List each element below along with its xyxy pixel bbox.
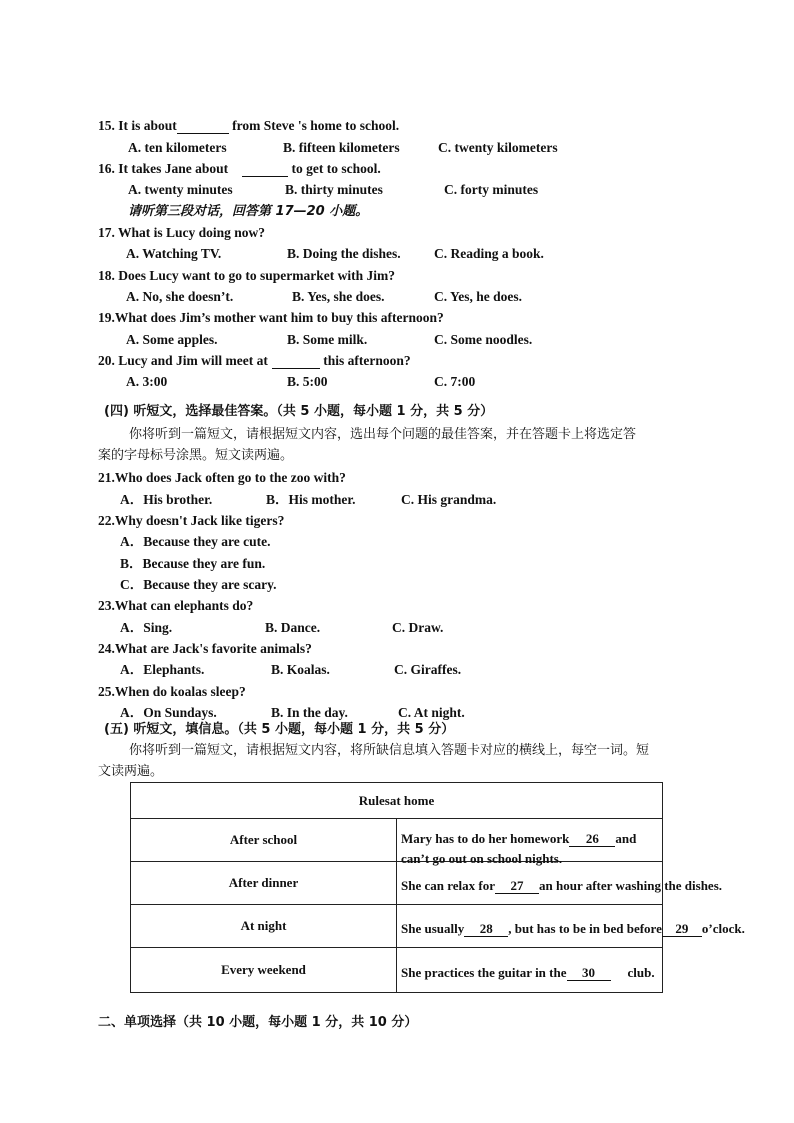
q24-option-a: A．Elephants. — [120, 662, 205, 677]
q20-option-a: A. 3:00 — [126, 374, 168, 389]
question-16-tail: to get to school. — [288, 161, 381, 176]
row-text: She usually — [401, 921, 465, 936]
q19-option-c: C. Some noodles. — [434, 332, 533, 347]
q21-option-a: A．His brother. — [120, 492, 213, 507]
row-label: After dinner — [131, 862, 397, 905]
q25-option-b: B. In the day. — [271, 705, 348, 720]
row-text: Mary has to do her homework — [401, 831, 570, 846]
blank-27: 27 — [495, 879, 539, 894]
q24-option-b: B. Koalas. — [271, 662, 330, 677]
q16-option-c: C. forty minutes — [444, 182, 539, 197]
question-16-text: 16. It takes Jane about — [98, 161, 229, 176]
question-20 — [98, 352, 411, 370]
row-text: club. — [627, 965, 655, 980]
question-20-text: 20. Lucy and Jim will meet at — [98, 353, 268, 368]
q19-option-b: B. Some milk. — [287, 332, 368, 347]
dialogue3-instruction: 请听第三段对话，回答第 17—20 小题。 — [128, 204, 369, 219]
question-18: 18. Does Lucy want to go to supermarket with Jim? — [98, 268, 395, 283]
answer-blank — [242, 162, 288, 177]
q24-option-c: C. Giraffes. — [394, 662, 462, 677]
q22-option-a: A．Because they are cute. — [120, 534, 271, 549]
q23-option-a: A．Sing. — [120, 620, 173, 635]
row-text: , but has to be in bed before — [508, 921, 662, 936]
row-text: She practices the guitar in the — [401, 965, 567, 980]
section4-instruction-1: 你将听到一篇短文，请根据短文内容，选出每个问题的最佳答案，并在答题卡上将选定答 — [129, 427, 637, 442]
part2-heading: 二、单项选择（共 10 小题，每小题 1 分，共 10 分） — [98, 1015, 418, 1030]
row-text: She can relax for — [401, 878, 495, 893]
q15-option-a: A. ten kilometers — [128, 140, 227, 155]
question-17: 17. What is Lucy doing now? — [98, 225, 266, 240]
question-23: 23.What can elephants do? — [98, 598, 254, 613]
row-label: After school — [131, 819, 397, 862]
q20-option-b: B. 5:00 — [287, 374, 328, 389]
question-24: 24.What are Jack's favorite animals? — [98, 641, 312, 656]
blank-26: 26 — [569, 832, 615, 847]
table-title: Rulesat home — [131, 783, 663, 819]
section4-instruction-2: 案的字母标号涂黑。短文读两遍。 — [98, 448, 294, 463]
row-content — [397, 905, 745, 948]
section5-heading: (五) 听短文，填信息。（共 5 小题，每小题 1 分，共 5 分） — [104, 722, 455, 737]
q18-option-b: B. Yes, she does. — [292, 289, 385, 304]
q19-option-a: A. Some apples. — [126, 332, 218, 347]
q21-option-b: B．His mother. — [266, 492, 356, 507]
q23-option-b: B. Dance. — [265, 620, 321, 635]
q22-option-b: B．Because they are fun. — [120, 556, 266, 571]
rules-table — [130, 782, 745, 993]
section4-heading: (四) 听短文，选择最佳答案。（共 5 小题，每小题 1 分，共 5 分） — [104, 404, 494, 419]
table-header-row — [131, 783, 663, 819]
q17-option-c: C. Reading a book. — [434, 246, 544, 261]
answer-blank — [272, 354, 320, 369]
q16-option-a: A. twenty minutes — [128, 182, 233, 197]
question-21: 21.Who does Jack often go to the zoo with? — [98, 470, 346, 485]
q16-option-b: B. thirty minutes — [285, 182, 383, 197]
q17-option-a: A. Watching TV. — [126, 246, 222, 261]
section5-instruction-1: 你将听到一篇短文，请根据短文内容，将所缺信息填入答题卡对应的横线上，每空一词。短 — [129, 743, 650, 758]
blank-28: 28 — [464, 922, 508, 937]
row-content — [397, 819, 663, 866]
question-25: 25.When do koalas sleep? — [98, 684, 246, 699]
table-row — [131, 948, 663, 993]
row-label: At night — [131, 905, 397, 948]
q18-option-a: A. No, she doesn’t. — [126, 289, 234, 304]
q15-option-b: B. fifteen kilometers — [283, 140, 400, 155]
question-15-text: 15. It is about — [98, 118, 177, 133]
row-text: o’clock. — [701, 921, 745, 936]
blank-30: 30 — [567, 966, 611, 981]
q22-option-c: C．Because they are scary. — [120, 577, 277, 592]
q25-option-a: A．On Sundays. — [120, 705, 217, 720]
question-22: 22.Why doesn't Jack like tigers? — [98, 513, 285, 528]
q18-option-c: C. Yes, he does. — [434, 289, 523, 304]
question-20-tail: this afternoon? — [319, 353, 411, 368]
q23-option-c: C. Draw. — [392, 620, 444, 635]
q21-option-c: C. His grandma. — [401, 492, 497, 507]
question-15 — [98, 117, 399, 135]
row-content — [397, 948, 663, 993]
q17-option-b: B. Doing the dishes. — [287, 246, 401, 261]
answer-blank — [177, 119, 229, 134]
row-text: an hour after washing the dishes. — [539, 878, 722, 893]
table-row — [131, 862, 663, 905]
question-15-tail: from Steve 's home to school. — [228, 118, 400, 133]
q15-option-c: C. twenty kilometers — [438, 140, 558, 155]
row-label: Every weekend — [131, 948, 397, 993]
q25-option-c: C. At night. — [398, 705, 465, 720]
table-row — [131, 819, 663, 862]
blank-29: 29 — [662, 922, 702, 937]
table-row — [131, 905, 663, 948]
question-19: 19.What does Jim’s mother want him to buy this afternoon? — [98, 310, 444, 325]
question-16 — [98, 160, 381, 178]
q20-option-c: C. 7:00 — [434, 374, 476, 389]
row-text: and can’t go out on school nights. — [401, 831, 637, 866]
section5-instruction-2: 文读两遍。 — [98, 764, 164, 779]
